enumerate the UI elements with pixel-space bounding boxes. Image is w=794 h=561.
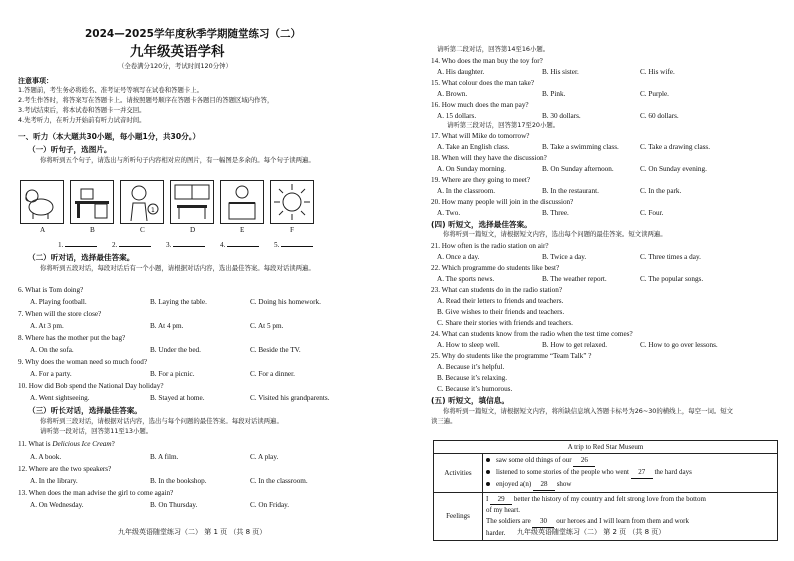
option-21c[interactable]: C. Three times a day. bbox=[640, 253, 701, 261]
note-2: 2.考生作答时，将答案写在答题卡上。请按照题号顺序在答题卡各题目的答题区域内作答， bbox=[18, 96, 274, 104]
option-12c[interactable]: C. In the classroom. bbox=[250, 477, 308, 485]
picture-f-sun bbox=[270, 180, 314, 224]
option-24c[interactable]: C. How to go over lessons. bbox=[640, 341, 718, 349]
option-17c[interactable]: C. Take a drawing class. bbox=[640, 143, 711, 151]
exam-title: 2024—2025学年度秋季学期随堂练习（二） bbox=[85, 28, 301, 40]
sun-icon bbox=[271, 181, 313, 223]
part2-heading: （二）听对话，选择最佳答案。 bbox=[28, 253, 135, 262]
dog-icon bbox=[21, 181, 63, 223]
section1-heading: 一、听力（本大题共30小题，每小题1分，共30分。） bbox=[18, 132, 201, 141]
option-24b[interactable]: B. How to get relaxed. bbox=[542, 341, 608, 349]
answer-blank-4[interactable] bbox=[220, 238, 259, 250]
option-25a[interactable]: A. Because it’s helpful. bbox=[437, 363, 505, 371]
activity-row-2 bbox=[486, 467, 774, 479]
note-4: 4.先考听力，在听力开始前有听力试音时间。 bbox=[18, 116, 146, 124]
feel1-line2: of my heart. bbox=[486, 506, 521, 515]
blank-label: 4. bbox=[220, 241, 226, 249]
question-11 bbox=[18, 440, 115, 449]
picture-a-dog bbox=[20, 180, 64, 224]
option-14c[interactable]: C. His wife. bbox=[640, 68, 675, 76]
act3-text: enjoyed a(n) bbox=[496, 479, 532, 488]
option-18a[interactable]: A. On Sunday morning. bbox=[437, 165, 506, 173]
act2-text: listened to some stories of the people who went bbox=[496, 467, 629, 476]
part4-instructions: 你将听到一篇短文，请根据短文内容，选出每个问题的最佳答案。短文读两遍。 bbox=[443, 230, 667, 238]
part3-instructions: 你将听到三段对话，请根据对话内容，选出与每个问题的最佳答案。每段对话读两遍。 bbox=[40, 417, 283, 425]
option-13a[interactable]: A. On Wednesday. bbox=[30, 501, 84, 509]
option-10c[interactable]: C. Visited his grandparents. bbox=[250, 394, 330, 402]
option-18b[interactable]: B. On Sunday afternoon. bbox=[542, 165, 614, 173]
option-23c[interactable]: C. Share their stories with friends and teachers. bbox=[437, 319, 573, 327]
picture-e-speaker bbox=[220, 180, 264, 224]
answer-blank-3[interactable] bbox=[166, 238, 205, 250]
part4-heading: (四) 听短文，选择最佳答案。 bbox=[431, 220, 532, 229]
option-21b[interactable]: B. Twice a day. bbox=[542, 253, 587, 261]
info-table bbox=[433, 440, 778, 541]
page-footer-1: 九年级英语随堂练习（二） 第 1 页 （共 8 页） bbox=[118, 528, 267, 536]
option-16a[interactable]: A. 15 dollars. bbox=[437, 112, 477, 120]
svg-text:1: 1 bbox=[151, 207, 155, 214]
option-11b[interactable]: B. A film. bbox=[150, 453, 179, 461]
activity-row-1 bbox=[486, 455, 774, 467]
question-24: 24. What can students know from the radio when the test time comes? bbox=[431, 330, 633, 338]
blank-27[interactable]: 27 bbox=[631, 467, 653, 479]
exam-info: （全卷满分120分，考试时间120分钟） bbox=[118, 62, 232, 70]
option-18c[interactable]: C. On Sunday evening. bbox=[640, 165, 707, 173]
option-19c[interactable]: C. In the park. bbox=[640, 187, 682, 195]
answer-blank-5[interactable] bbox=[274, 238, 313, 250]
question-16: 16. How much does the man pay? bbox=[431, 101, 529, 109]
question-20: 20. How many people will join in the discussion? bbox=[431, 198, 574, 206]
note-3: 3.考试结束后，将本试卷和答题卡一并交回。 bbox=[18, 106, 146, 114]
pic-label-a: A bbox=[40, 226, 46, 234]
picture-d-classroom bbox=[170, 180, 214, 224]
option-6b[interactable]: B. Laying the table. bbox=[150, 298, 207, 306]
feeling-row-1 bbox=[486, 494, 774, 506]
exam-subject: 九年级英语学科 bbox=[130, 44, 225, 60]
table-title: A trip to Red Star Museum bbox=[434, 441, 778, 454]
option-6c[interactable]: C. Doing his homework. bbox=[250, 298, 321, 306]
question-22: 22. Which programme do students like best? bbox=[431, 264, 560, 272]
question-15: 15. What colour does the man take? bbox=[431, 79, 535, 87]
blank-30[interactable]: 30 bbox=[532, 516, 554, 528]
option-6a[interactable]: A. Playing football. bbox=[30, 298, 87, 306]
question-19: 19. Where are they going to meet? bbox=[431, 176, 531, 184]
option-19b[interactable]: B. In the restaurant. bbox=[542, 187, 599, 195]
option-17b[interactable]: B. Take a swimming class. bbox=[542, 143, 619, 151]
page-right bbox=[397, 0, 794, 561]
option-22a[interactable]: A. The sports news. bbox=[437, 275, 495, 283]
question-23: 23. What can students do in the radio station? bbox=[431, 286, 563, 294]
question-10: 10. How did Bob spend the National Day holiday? bbox=[18, 382, 164, 390]
question-9: 9. Why does the woman need so much food? bbox=[18, 358, 148, 366]
question-18: 18. When will they have the discussion? bbox=[431, 154, 547, 162]
option-12b[interactable]: B. In the bookshop. bbox=[150, 477, 207, 485]
option-7a[interactable]: A. At 3 pm. bbox=[30, 322, 64, 330]
option-16c[interactable]: C. 60 dollars. bbox=[640, 112, 679, 120]
part3-instructions-2: 请听第一段对话，回答第11至13小题。 bbox=[40, 427, 153, 435]
feeling-row-2 bbox=[486, 516, 774, 528]
option-25c[interactable]: C. Because it’s humorous. bbox=[437, 385, 513, 393]
option-8c[interactable]: C. Beside the TV. bbox=[250, 346, 301, 354]
answer-blank-1[interactable] bbox=[58, 238, 97, 250]
option-14a[interactable]: A. His daughter. bbox=[437, 68, 485, 76]
option-14b[interactable]: B. His sister. bbox=[542, 68, 579, 76]
blank-28[interactable]: 28 bbox=[533, 479, 555, 491]
question-8: 8. Where has the mother put the bag? bbox=[18, 334, 126, 342]
part1-heading: （一）听句子，选图片。 bbox=[28, 145, 112, 154]
part5-instructions: 你将听到一篇短文，请根据短文内容，将所缺信息填入答题卡标号为26~30的横线上，每空一词。短文 bbox=[443, 407, 734, 415]
act3-text-post: show bbox=[556, 479, 572, 488]
option-7b[interactable]: B. At 4 pm. bbox=[150, 322, 184, 330]
part5-heading: (五) 听短文，填信息。 bbox=[431, 396, 509, 405]
blank-label: 3. bbox=[166, 241, 172, 249]
option-22b[interactable]: B. The weather report. bbox=[542, 275, 607, 283]
feel2-text: The soldiers are bbox=[486, 517, 531, 526]
blank-label: 2. bbox=[112, 241, 118, 249]
question-14: 14. Who does the man buy the toy for? bbox=[431, 57, 543, 65]
pic-label-f: F bbox=[290, 226, 294, 234]
q11-mark: ? bbox=[111, 440, 115, 448]
option-11a[interactable]: A. A book. bbox=[30, 453, 62, 461]
option-17a[interactable]: A. Take an English class. bbox=[437, 143, 510, 151]
question-25: 25. Why do students like the programme “Team Talk” ? bbox=[431, 352, 592, 360]
option-8a[interactable]: A. On the sofa. bbox=[30, 346, 74, 354]
blank-26[interactable]: 26 bbox=[573, 455, 595, 467]
question-12: 12. Where are the two speakers? bbox=[18, 465, 112, 473]
question-7: 7. When will the store close? bbox=[18, 310, 102, 318]
pic-label-b: B bbox=[90, 226, 95, 234]
feelings-label: Feelings bbox=[434, 492, 483, 540]
option-24a[interactable]: A. How to sleep well. bbox=[437, 341, 500, 349]
desk-icon bbox=[71, 181, 113, 223]
pic-label-d: D bbox=[190, 226, 196, 234]
speaker-icon bbox=[221, 181, 263, 223]
activity-row-3 bbox=[486, 479, 774, 491]
answer-blank-2[interactable] bbox=[112, 238, 151, 250]
girl-icon bbox=[121, 181, 163, 223]
q11-text: 11. What is bbox=[18, 440, 53, 448]
act2-text-post: the hard days bbox=[654, 467, 692, 476]
option-25b[interactable]: B. Because it’s relaxing. bbox=[437, 374, 508, 382]
feel1-text: I bbox=[486, 494, 489, 503]
option-7c[interactable]: C. At 5 pm. bbox=[250, 322, 284, 330]
option-20b[interactable]: B. Three. bbox=[542, 209, 569, 217]
question-13: 13. When does the man advise the girl to come again? bbox=[18, 489, 174, 497]
q11-italic-title: Delicious Ice Cream bbox=[52, 440, 112, 448]
option-20c[interactable]: C. Four. bbox=[640, 209, 664, 217]
option-15c[interactable]: C. Purple. bbox=[640, 90, 669, 98]
classroom-icon bbox=[171, 181, 213, 223]
option-10a[interactable]: A. Went sightseeing. bbox=[30, 394, 90, 402]
activities-label: Activities bbox=[434, 454, 483, 493]
pic-label-e: E bbox=[240, 226, 245, 234]
option-22c[interactable]: C. The popular songs. bbox=[640, 275, 704, 283]
option-13b[interactable]: B. On Thursday. bbox=[150, 501, 198, 509]
option-20a[interactable]: A. Two. bbox=[437, 209, 461, 217]
picture-b-desk bbox=[70, 180, 114, 224]
option-15b[interactable]: B. Pink. bbox=[542, 90, 566, 98]
option-9c[interactable]: C. For a dinner. bbox=[250, 370, 295, 378]
option-9b[interactable]: B. For a picnic. bbox=[150, 370, 195, 378]
option-10b[interactable]: B. Stayed at home. bbox=[150, 394, 205, 402]
bullet-icon bbox=[486, 482, 490, 486]
notes-heading: 注意事项： bbox=[18, 77, 53, 85]
question-21: 21. How often is the radio station on air? bbox=[431, 242, 549, 250]
part3-heading: （三）听长对话，选择最佳答案。 bbox=[28, 406, 142, 415]
option-23b[interactable]: B. Give wishes to their friends and teachers. bbox=[437, 308, 565, 316]
question-17: 17. What will Mike do tomorrow? bbox=[431, 132, 530, 140]
option-11c[interactable]: C. A play. bbox=[250, 453, 279, 461]
question-6: 6. What is Tom doing? bbox=[18, 286, 84, 294]
blank-label: 5. bbox=[274, 241, 280, 249]
blank-29[interactable]: 29 bbox=[490, 494, 512, 506]
option-19a[interactable]: A. In the classroom. bbox=[437, 187, 496, 195]
option-9a[interactable]: A. For a party. bbox=[30, 370, 72, 378]
option-16b[interactable]: B. 30 dollars. bbox=[542, 112, 581, 120]
option-13c[interactable]: C. On Friday. bbox=[250, 501, 290, 509]
part5-instructions-2: 读三遍。 bbox=[431, 417, 457, 425]
option-21a[interactable]: A. Once a day. bbox=[437, 253, 480, 261]
bullet-icon bbox=[486, 470, 490, 474]
blank-label: 1. bbox=[58, 241, 64, 249]
part3-instructions-second: 请听第二段对话，回答第14至16小题。 bbox=[437, 45, 550, 53]
bullet-icon bbox=[486, 458, 490, 462]
act1-text: saw some old things of our bbox=[496, 456, 572, 464]
pic-label-c: C bbox=[140, 226, 145, 234]
page-footer-2: 九年级英语随堂练习（二） 第 2 页 （共 8 页） bbox=[517, 528, 666, 536]
part3-instructions-third: 请听第三段对话，回答第17至20小题。 bbox=[447, 121, 560, 129]
part2-instructions: 你将听到五段对话，每段对话后有一个小题，请根据对话内容，选出最佳答案。每段对话读两遍。 bbox=[40, 264, 315, 272]
feel2-line2: harder. bbox=[486, 529, 506, 538]
note-1: 1.答题前，考生务必将姓名、准考证号等填写在试卷和答题卡上。 bbox=[18, 86, 204, 94]
option-15a[interactable]: A. Brown. bbox=[437, 90, 468, 98]
part1-instructions: 你将听到五个句子，请选出与所听句子内容相对应的图片，有一幅图是多余的。每个句子读两遍。 bbox=[40, 156, 315, 164]
option-8b[interactable]: B. Under the bed. bbox=[150, 346, 201, 354]
feel1-text-post: better the history of my country and felt strong love from the bottom bbox=[513, 494, 706, 503]
picture-c-girl-medal bbox=[120, 180, 164, 224]
option-23a[interactable]: A. Read their letters to friends and teachers. bbox=[437, 297, 564, 305]
feel2-text-post: our heroes and I will learn from them and work bbox=[556, 517, 689, 526]
option-12a[interactable]: A. In the library. bbox=[30, 477, 78, 485]
